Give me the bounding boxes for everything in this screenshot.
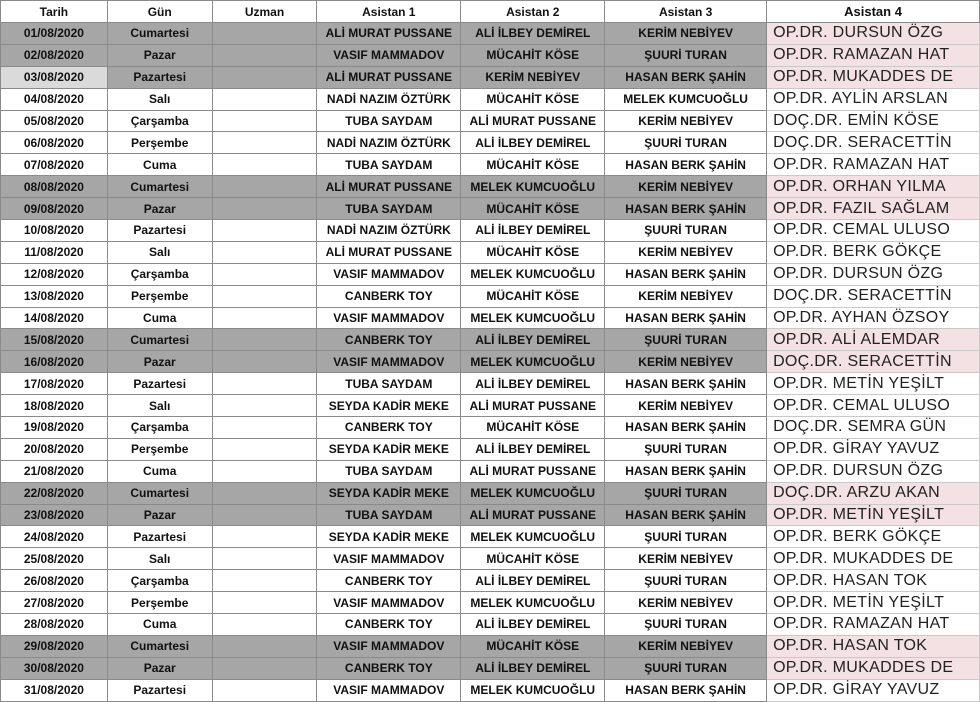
assistant-3-cell[interactable]: HASAN BERK ŞAHİN — [605, 504, 767, 526]
day-cell[interactable]: Pazartesi — [107, 373, 212, 395]
day-cell[interactable]: Pazar — [107, 198, 212, 220]
assistant-2-cell[interactable]: MELEK KUMCUOĞLU — [461, 592, 605, 614]
date-cell[interactable]: 17/08/2020 — [1, 373, 108, 395]
assistant-4-cell[interactable]: OP.DR. MUKADDES DE — [767, 657, 980, 679]
assistant-1-cell[interactable]: SEYDA KADİR MEKE — [317, 395, 461, 417]
day-cell[interactable]: Cumartesi — [107, 176, 212, 198]
assistant-1-cell[interactable]: VASIF MAMMADOV — [317, 351, 461, 373]
assistant-2-cell[interactable]: ALİ İLBEY DEMİREL — [461, 220, 605, 242]
assistant-1-cell[interactable]: VASIF MAMMADOV — [317, 592, 461, 614]
specialist-cell[interactable] — [212, 548, 317, 570]
assistant-4-cell[interactable]: OP.DR. RAMAZAN HAT — [767, 44, 980, 66]
date-cell[interactable]: 31/08/2020 — [1, 679, 108, 701]
specialist-cell[interactable] — [212, 592, 317, 614]
assistant-4-cell[interactable]: OP.DR. MUKADDES DE — [767, 66, 980, 88]
specialist-cell[interactable] — [212, 23, 317, 45]
assistant-4-cell[interactable]: DOÇ.DR. SERACETTİN — [767, 351, 980, 373]
assistant-2-cell[interactable]: ALİ İLBEY DEMİREL — [461, 132, 605, 154]
day-cell[interactable]: Cumartesi — [107, 635, 212, 657]
day-cell[interactable]: Cuma — [107, 307, 212, 329]
date-cell[interactable]: 21/08/2020 — [1, 460, 108, 482]
assistant-3-cell[interactable]: HASAN BERK ŞAHİN — [605, 263, 767, 285]
specialist-cell[interactable] — [212, 263, 317, 285]
assistant-3-cell[interactable]: KERİM NEBİYEV — [605, 23, 767, 45]
assistant-4-cell[interactable]: OP.DR. GİRAY YAVUZ — [767, 438, 980, 460]
assistant-4-cell[interactable]: DOÇ.DR. EMİN KÖSE — [767, 110, 980, 132]
assistant-1-cell[interactable]: VASIF MAMMADOV — [317, 635, 461, 657]
assistant-2-cell[interactable]: MELEK KUMCUOĞLU — [461, 679, 605, 701]
specialist-cell[interactable] — [212, 132, 317, 154]
table-row — [1, 176, 980, 198]
assistant-2-cell[interactable]: ALİ İLBEY DEMİREL — [461, 614, 605, 636]
assistant-4-cell[interactable]: OP.DR. AYHAN ÖZSOY — [767, 307, 980, 329]
assistant-1-cell[interactable]: CANBERK TOY — [317, 329, 461, 351]
assistant-4-cell[interactable]: OP.DR. METİN YEŞİLT — [767, 373, 980, 395]
specialist-cell[interactable] — [212, 679, 317, 701]
assistant-4-cell[interactable]: OP.DR. DURSUN ÖZG — [767, 263, 980, 285]
assistant-3-cell[interactable]: KERİM NEBİYEV — [605, 285, 767, 307]
assistant-1-cell[interactable]: TUBA SAYDAM — [317, 373, 461, 395]
assistant-2-cell[interactable]: MÜCAHİT KÖSE — [461, 548, 605, 570]
col-header-date[interactable]: Tarih — [1, 1, 108, 23]
date-cell[interactable]: 07/08/2020 — [1, 154, 108, 176]
assistant-4-cell[interactable]: OP.DR. GİRAY YAVUZ — [767, 679, 980, 701]
assistant-1-cell[interactable]: CANBERK TOY — [317, 614, 461, 636]
assistant-3-cell[interactable]: ŞUURİ TURAN — [605, 526, 767, 548]
assistant-4-cell[interactable]: OP.DR. ORHAN YILMA — [767, 176, 980, 198]
assistant-1-cell[interactable]: VASIF MAMMADOV — [317, 307, 461, 329]
assistant-3-cell[interactable]: ŞUURİ TURAN — [605, 482, 767, 504]
assistant-2-cell[interactable]: MELEK KUMCUOĞLU — [461, 482, 605, 504]
assistant-3-cell[interactable]: ŞUURİ TURAN — [605, 570, 767, 592]
date-cell[interactable]: 29/08/2020 — [1, 635, 108, 657]
assistant-2-cell[interactable]: ALİ İLBEY DEMİREL — [461, 329, 605, 351]
assistant-3-cell[interactable]: ŞUURİ TURAN — [605, 614, 767, 636]
table-row — [1, 285, 980, 307]
specialist-cell[interactable] — [212, 329, 317, 351]
table-row — [1, 154, 980, 176]
assistant-1-cell[interactable]: ALİ MURAT PUSSANE — [317, 241, 461, 263]
table-row — [1, 570, 980, 592]
assistant-3-cell[interactable]: ŞUURİ TURAN — [605, 329, 767, 351]
assistant-2-cell[interactable]: MELEK KUMCUOĞLU — [461, 351, 605, 373]
assistant-4-cell[interactable]: OP.DR. BERK GÖKÇE — [767, 526, 980, 548]
table-row — [1, 635, 980, 657]
assistant-4-cell[interactable]: OP.DR. METİN YEŞİLT — [767, 504, 980, 526]
assistant-2-cell[interactable]: ALİ MURAT PUSSANE — [461, 460, 605, 482]
table-row — [1, 679, 980, 701]
specialist-cell[interactable] — [212, 44, 317, 66]
date-cell[interactable]: 26/08/2020 — [1, 570, 108, 592]
date-cell[interactable]: 27/08/2020 — [1, 592, 108, 614]
col-header-day[interactable]: Gün — [107, 1, 212, 23]
specialist-cell[interactable] — [212, 66, 317, 88]
day-cell[interactable]: Salı — [107, 241, 212, 263]
day-cell[interactable]: Pazartesi — [107, 526, 212, 548]
assistant-1-cell[interactable]: CANBERK TOY — [317, 417, 461, 439]
specialist-cell[interactable] — [212, 417, 317, 439]
specialist-cell[interactable] — [212, 198, 317, 220]
assistant-2-cell[interactable]: MÜCAHİT KÖSE — [461, 198, 605, 220]
assistant-1-cell[interactable]: SEYDA KADİR MEKE — [317, 438, 461, 460]
date-cell[interactable]: 18/08/2020 — [1, 395, 108, 417]
assistant-3-cell[interactable]: KERİM NEBİYEV — [605, 395, 767, 417]
date-cell[interactable]: 06/08/2020 — [1, 132, 108, 154]
assistant-3-cell[interactable]: KERİM NEBİYEV — [605, 635, 767, 657]
assistant-3-cell[interactable]: HASAN BERK ŞAHİN — [605, 307, 767, 329]
assistant-3-cell[interactable]: HASAN BERK ŞAHİN — [605, 373, 767, 395]
date-cell[interactable]: 23/08/2020 — [1, 504, 108, 526]
specialist-cell[interactable] — [212, 482, 317, 504]
date-cell[interactable]: 15/08/2020 — [1, 329, 108, 351]
assistant-3-cell[interactable]: HASAN BERK ŞAHİN — [605, 679, 767, 701]
date-cell[interactable]: 13/08/2020 — [1, 285, 108, 307]
assistant-3-cell[interactable]: HASAN BERK ŞAHİN — [605, 66, 767, 88]
assistant-4-cell[interactable]: OP.DR. METİN YEŞİLT — [767, 592, 980, 614]
day-cell[interactable]: Pazartesi — [107, 679, 212, 701]
assistant-2-cell[interactable]: MÜCAHİT KÖSE — [461, 88, 605, 110]
assistant-1-cell[interactable]: CANBERK TOY — [317, 285, 461, 307]
day-cell[interactable]: Çarşamba — [107, 570, 212, 592]
date-cell[interactable]: 25/08/2020 — [1, 548, 108, 570]
assistant-3-cell[interactable]: HASAN BERK ŞAHİN — [605, 417, 767, 439]
assistant-4-cell[interactable]: OP.DR. HASAN TOK — [767, 570, 980, 592]
table-row — [1, 592, 980, 614]
assistant-1-cell[interactable]: CANBERK TOY — [317, 570, 461, 592]
specialist-cell[interactable] — [212, 176, 317, 198]
specialist-cell[interactable] — [212, 657, 317, 679]
assistant-3-cell[interactable]: HASAN BERK ŞAHİN — [605, 198, 767, 220]
day-cell[interactable]: Pazar — [107, 657, 212, 679]
specialist-cell[interactable] — [212, 88, 317, 110]
assistant-2-cell[interactable]: ALİ İLBEY DEMİREL — [461, 657, 605, 679]
table-row — [1, 657, 980, 679]
col-header-assistant-1[interactable]: Asistan 1 — [317, 1, 461, 23]
assistant-1-cell[interactable]: SEYDA KADİR MEKE — [317, 526, 461, 548]
assistant-1-cell[interactable]: NADİ NAZIM ÖZTÜRK — [317, 220, 461, 242]
date-cell[interactable]: 01/08/2020 — [1, 23, 108, 45]
table-row — [1, 44, 980, 66]
assistant-2-cell[interactable]: ALİ MURAT PUSSANE — [461, 395, 605, 417]
specialist-cell[interactable] — [212, 438, 317, 460]
table-row — [1, 198, 980, 220]
date-cell[interactable]: 04/08/2020 — [1, 88, 108, 110]
specialist-cell[interactable] — [212, 307, 317, 329]
assistant-3-cell[interactable]: ŞUURİ TURAN — [605, 438, 767, 460]
table-row — [1, 373, 980, 395]
table-row — [1, 110, 980, 132]
assistant-4-cell[interactable]: DOÇ.DR. SEMRA GÜN — [767, 417, 980, 439]
assistant-3-cell[interactable]: HASAN BERK ŞAHİN — [605, 460, 767, 482]
assistant-1-cell[interactable]: TUBA SAYDAM — [317, 198, 461, 220]
assistant-3-cell[interactable]: ŞUURİ TURAN — [605, 132, 767, 154]
assistant-1-cell[interactable]: ALİ MURAT PUSSANE — [317, 23, 461, 45]
assistant-2-cell[interactable]: ALİ İLBEY DEMİREL — [461, 438, 605, 460]
day-cell[interactable]: Pazar — [107, 351, 212, 373]
date-cell[interactable]: 03/08/2020 — [1, 66, 108, 88]
assistant-4-cell[interactable]: OP.DR. HASAN TOK — [767, 635, 980, 657]
assistant-1-cell[interactable]: SEYDA KADİR MEKE — [317, 482, 461, 504]
assistant-2-cell[interactable]: ALİ İLBEY DEMİREL — [461, 373, 605, 395]
table-row — [1, 460, 980, 482]
table-row — [1, 23, 980, 45]
date-cell[interactable]: 09/08/2020 — [1, 198, 108, 220]
day-cell[interactable]: Cuma — [107, 614, 212, 636]
date-cell[interactable]: 20/08/2020 — [1, 438, 108, 460]
specialist-cell[interactable] — [212, 373, 317, 395]
date-cell[interactable]: 22/08/2020 — [1, 482, 108, 504]
assistant-4-cell[interactable]: OP.DR. FAZIL SAĞLAM — [767, 198, 980, 220]
table-row — [1, 329, 980, 351]
assistant-4-cell[interactable]: OP.DR. MUKADDES DE — [767, 548, 980, 570]
table-row — [1, 548, 980, 570]
assistant-4-cell[interactable]: OP.DR. RAMAZAN HAT — [767, 614, 980, 636]
date-cell[interactable]: 11/08/2020 — [1, 241, 108, 263]
assistant-2-cell[interactable]: MÜCAHİT KÖSE — [461, 417, 605, 439]
table-row — [1, 482, 980, 504]
table-row — [1, 263, 980, 285]
col-header-assistant-3[interactable]: Asistan 3 — [605, 1, 767, 23]
specialist-cell[interactable] — [212, 351, 317, 373]
specialist-cell[interactable] — [212, 504, 317, 526]
table-row — [1, 241, 980, 263]
day-cell[interactable]: Salı — [107, 395, 212, 417]
assistant-4-cell[interactable]: OP.DR. CEMAL ULUSO — [767, 220, 980, 242]
table-row — [1, 220, 980, 242]
date-cell[interactable]: 30/08/2020 — [1, 657, 108, 679]
table-row — [1, 504, 980, 526]
assistant-1-cell[interactable]: VASIF MAMMADOV — [317, 263, 461, 285]
assistant-2-cell[interactable]: ALİ MURAT PUSSANE — [461, 110, 605, 132]
assistant-3-cell[interactable]: KERİM NEBİYEV — [605, 241, 767, 263]
assistant-1-cell[interactable]: NADİ NAZIM ÖZTÜRK — [317, 88, 461, 110]
assistant-2-cell[interactable]: MÜCAHİT KÖSE — [461, 285, 605, 307]
assistant-3-cell[interactable]: ŞUURİ TURAN — [605, 657, 767, 679]
assistant-3-cell[interactable]: KERİM NEBİYEV — [605, 110, 767, 132]
assistant-3-cell[interactable]: KERİM NEBİYEV — [605, 548, 767, 570]
day-cell[interactable]: Perşembe — [107, 592, 212, 614]
day-cell[interactable]: Çarşamba — [107, 417, 212, 439]
assistant-2-cell[interactable]: MÜCAHİT KÖSE — [461, 241, 605, 263]
day-cell[interactable]: Cumartesi — [107, 23, 212, 45]
assistant-2-cell[interactable]: MÜCAHİT KÖSE — [461, 154, 605, 176]
assistant-4-cell[interactable]: OP.DR. DURSUN ÖZG — [767, 23, 980, 45]
assistant-1-cell[interactable]: VASIF MAMMADOV — [317, 44, 461, 66]
day-cell[interactable]: Cumartesi — [107, 329, 212, 351]
assistant-4-cell[interactable]: DOÇ.DR. SERACETTİN — [767, 285, 980, 307]
assistant-2-cell[interactable]: ALİ MURAT PUSSANE — [461, 504, 605, 526]
table-row — [1, 66, 980, 88]
assistant-4-cell[interactable]: OP.DR. CEMAL ULUSO — [767, 395, 980, 417]
specialist-cell[interactable] — [212, 460, 317, 482]
assistant-3-cell[interactable]: MELEK KUMCUOĞLU — [605, 88, 767, 110]
day-cell[interactable]: Cumartesi — [107, 482, 212, 504]
day-cell[interactable]: Cuma — [107, 460, 212, 482]
day-cell[interactable]: Pazar — [107, 44, 212, 66]
assistant-1-cell[interactable]: ALİ MURAT PUSSANE — [317, 176, 461, 198]
col-header-specialist[interactable]: Uzman — [212, 1, 317, 23]
assistant-4-cell[interactable]: OP.DR. ALİ ALEMDAR — [767, 329, 980, 351]
day-cell[interactable]: Çarşamba — [107, 110, 212, 132]
table-row — [1, 417, 980, 439]
day-cell[interactable]: Pazartesi — [107, 66, 212, 88]
assistant-1-cell[interactable]: TUBA SAYDAM — [317, 110, 461, 132]
assistant-3-cell[interactable]: ŞUURİ TURAN — [605, 44, 767, 66]
day-cell[interactable]: Pazar — [107, 504, 212, 526]
date-cell[interactable]: 10/08/2020 — [1, 220, 108, 242]
specialist-cell[interactable] — [212, 241, 317, 263]
day-cell[interactable]: Çarşamba — [107, 263, 212, 285]
table-row — [1, 88, 980, 110]
day-cell[interactable]: Perşembe — [107, 285, 212, 307]
table-row — [1, 395, 980, 417]
assistant-2-cell[interactable]: MELEK KUMCUOĞLU — [461, 176, 605, 198]
specialist-cell[interactable] — [212, 110, 317, 132]
date-cell[interactable]: 16/08/2020 — [1, 351, 108, 373]
assistant-4-cell[interactable]: DOÇ.DR. ARZU AKAN — [767, 482, 980, 504]
day-cell[interactable]: Salı — [107, 88, 212, 110]
assistant-1-cell[interactable]: VASIF MAMMADOV — [317, 548, 461, 570]
assistant-1-cell[interactable]: ALİ MURAT PUSSANE — [317, 66, 461, 88]
col-header-assistant-4[interactable]: Asistan 4 — [767, 1, 980, 23]
assistant-4-cell[interactable]: DOÇ.DR. SERACETTİN — [767, 132, 980, 154]
assistant-1-cell[interactable]: CANBERK TOY — [317, 657, 461, 679]
assistant-1-cell[interactable]: TUBA SAYDAM — [317, 154, 461, 176]
day-cell[interactable]: Salı — [107, 548, 212, 570]
specialist-cell[interactable] — [212, 635, 317, 657]
day-cell[interactable]: Perşembe — [107, 438, 212, 460]
specialist-cell[interactable] — [212, 526, 317, 548]
assistant-3-cell[interactable]: KERİM NEBİYEV — [605, 351, 767, 373]
assistant-3-cell[interactable]: KERİM NEBİYEV — [605, 176, 767, 198]
assistant-2-cell[interactable]: ALİ İLBEY DEMİREL — [461, 23, 605, 45]
specialist-cell[interactable] — [212, 614, 317, 636]
assistant-2-cell[interactable]: MÜCAHİT KÖSE — [461, 44, 605, 66]
table-row — [1, 614, 980, 636]
assistant-2-cell[interactable]: MÜCAHİT KÖSE — [461, 635, 605, 657]
assistant-4-cell[interactable]: OP.DR. BERK GÖKÇE — [767, 241, 980, 263]
date-cell[interactable]: 05/08/2020 — [1, 110, 108, 132]
date-cell[interactable]: 19/08/2020 — [1, 417, 108, 439]
assistant-2-cell[interactable]: MELEK KUMCUOĞLU — [461, 263, 605, 285]
assistant-1-cell[interactable]: TUBA SAYDAM — [317, 460, 461, 482]
table-row — [1, 307, 980, 329]
assistant-3-cell[interactable]: ŞUURİ TURAN — [605, 220, 767, 242]
day-cell[interactable]: Pazartesi — [107, 220, 212, 242]
assistant-2-cell[interactable]: KERİM NEBİYEV — [461, 66, 605, 88]
table-row — [1, 132, 980, 154]
assistant-3-cell[interactable]: KERİM NEBİYEV — [605, 592, 767, 614]
specialist-cell[interactable] — [212, 395, 317, 417]
table-row — [1, 438, 980, 460]
specialist-cell[interactable] — [212, 154, 317, 176]
table-row — [1, 351, 980, 373]
assistant-2-cell[interactable]: MELEK KUMCUOĞLU — [461, 307, 605, 329]
date-cell[interactable]: 02/08/2020 — [1, 44, 108, 66]
assistant-1-cell[interactable]: VASIF MAMMADOV — [317, 679, 461, 701]
assistant-4-cell[interactable]: OP.DR. DURSUN ÖZG — [767, 460, 980, 482]
assistant-4-cell[interactable]: OP.DR. RAMAZAN HAT — [767, 154, 980, 176]
date-cell[interactable]: 28/08/2020 — [1, 614, 108, 636]
specialist-cell[interactable] — [212, 220, 317, 242]
assistant-4-cell[interactable]: OP.DR. AYLİN ARSLAN — [767, 88, 980, 110]
specialist-cell[interactable] — [212, 570, 317, 592]
header-row — [1, 1, 980, 23]
date-cell[interactable]: 24/08/2020 — [1, 526, 108, 548]
date-cell[interactable]: 14/08/2020 — [1, 307, 108, 329]
assistant-1-cell[interactable]: TUBA SAYDAM — [317, 504, 461, 526]
date-cell[interactable]: 08/08/2020 — [1, 176, 108, 198]
col-header-assistant-2[interactable]: Asistan 2 — [461, 1, 605, 23]
assistant-3-cell[interactable]: HASAN BERK ŞAHİN — [605, 154, 767, 176]
day-cell[interactable]: Cuma — [107, 154, 212, 176]
specialist-cell[interactable] — [212, 285, 317, 307]
assistant-1-cell[interactable]: NADİ NAZIM ÖZTÜRK — [317, 132, 461, 154]
table-row — [1, 526, 980, 548]
date-cell[interactable]: 12/08/2020 — [1, 263, 108, 285]
assistant-2-cell[interactable]: ALİ İLBEY DEMİREL — [461, 570, 605, 592]
day-cell[interactable]: Perşembe — [107, 132, 212, 154]
assistant-2-cell[interactable]: MELEK KUMCUOĞLU — [461, 526, 605, 548]
